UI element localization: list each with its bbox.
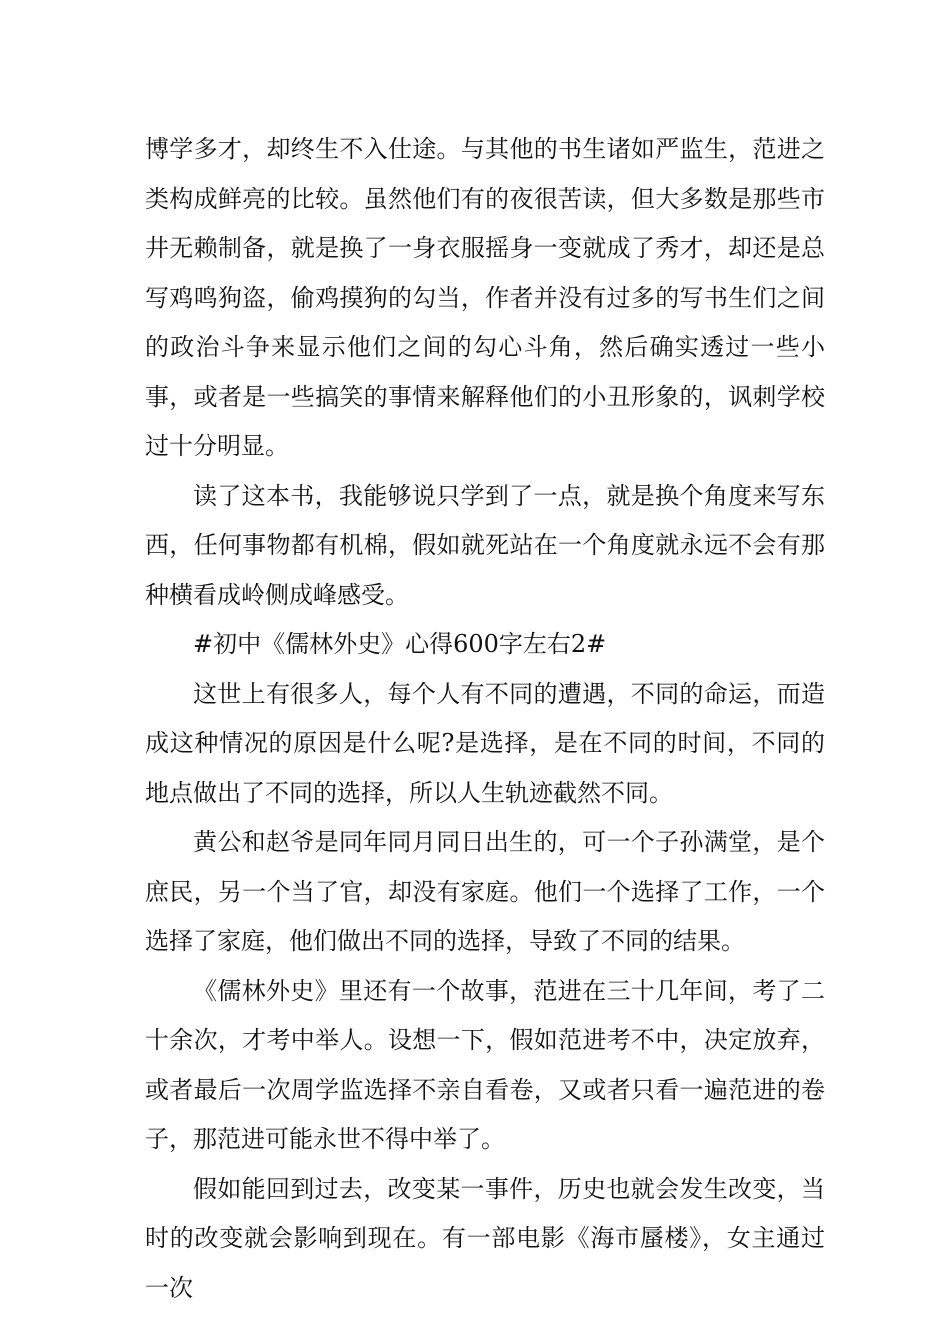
paragraph: 这世上有很多人，每个人有不同的遭遇，不同的命运，而造成这种情况的原因是什么呢?是选择，是在不同的时间，不同的地点做出了不同的选择，所以人生轨迹截然不同。 [145, 679, 825, 807]
paragraph: 《儒林外史》里还有一个故事，范进在三十几年间，考了二十余次，才考中举人。设想一下，假如范进考不中，决定放弃，或者最后一次周学监选择不亲自看卷，又或者只看一遍范进的卷子，那范进可能永世不得中举了。 [145, 976, 825, 1153]
section-heading: #初中《儒林外史》心得600字左右2# [193, 630, 607, 658]
paragraph: 黄公和赵爷是同年同月同日出生的，可一个子孙满堂，是个庶民，另一个当了官，却没有家庭。他们一个选择了工作，一个选择了家庭，他们做出不同的选择，导致了不同的结果。 [145, 828, 825, 955]
document-body [145, 125, 825, 1313]
paragraph: 假如能回到过去，改变某一事件，历史也就会发生改变，当时的改变就会影响到现在。有一部电影《海市蜃楼》，女主通过一次 [145, 1174, 825, 1302]
paragraph: 读了这本书，我能够说只学到了一点，就是换个角度来写东西，任何事物都有机棉，假如就死站在一个角度就永远不会有那种横看成岭侧成峰感受。 [145, 481, 825, 609]
paragraph-continued: 博学多才，却终生不入仕途。与其他的书生诸如严监生，范进之类构成鲜亮的比较。虽然他们有的夜很苦读，但大多数是那些市井无赖制备，就是换了一身衣服摇身一变就成了秀才，却还是总写鸡鸣狗盗，偷鸡摸狗的勾当，作者并没有过多的写书生们之间的政治斗争来显示他们之间的勾心斗角，然后确实透过一些小事，或者是一些搞笑的事情来解释他们的小丑形象的，讽刺学校过十分明显。 [145, 135, 825, 460]
